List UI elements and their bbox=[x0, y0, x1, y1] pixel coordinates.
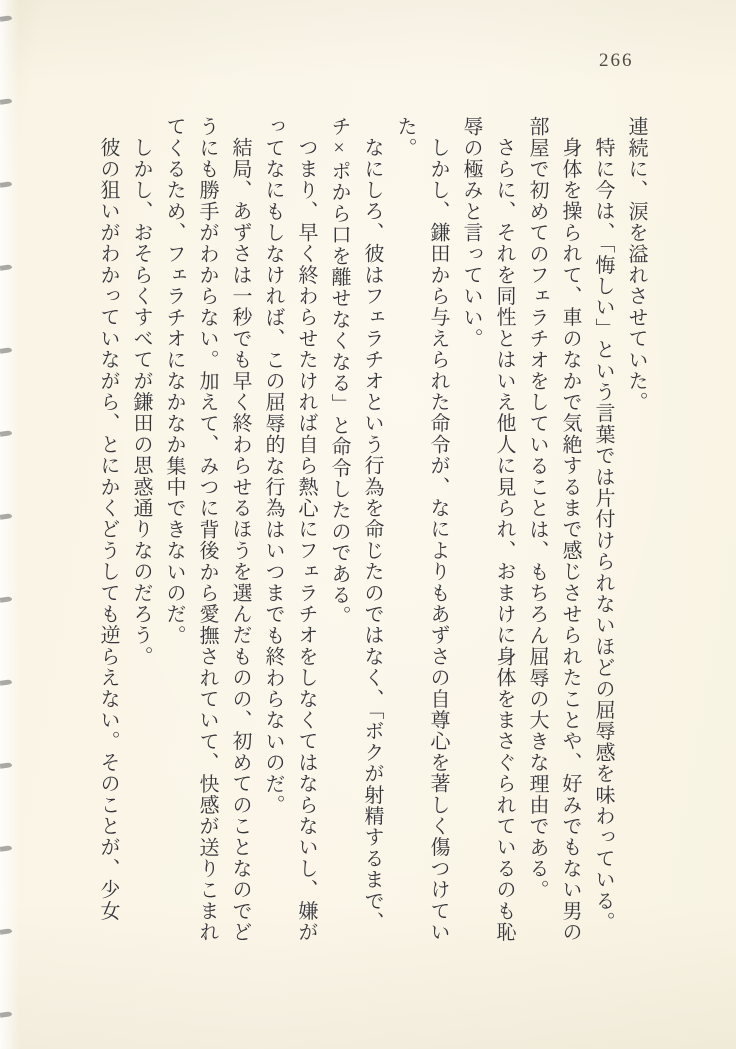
paragraph: さらに、それを同性とはいえ他人に見られ、おまけに身体をまさぐられているのも恥辱の極みと言っていい。 bbox=[460, 116, 515, 943]
paragraph: 連続に、涙を溢れさせていた。 bbox=[625, 116, 647, 413]
binding-mark bbox=[0, 762, 12, 769]
paragraph: しかし、鎌田から与えられた命令が、なによりもあずさの自尊心を著しく傷つけていた。 bbox=[394, 116, 449, 943]
paragraph: しかし、おそらくすべてが鎌田の思惑通りなのだろう。 bbox=[130, 137, 152, 667]
body-text bbox=[92, 116, 652, 948]
binding-mark bbox=[0, 1011, 12, 1018]
binding-mark bbox=[0, 679, 12, 686]
binding-mark bbox=[0, 928, 12, 935]
paragraph: 特に今は、「悔しい」という言葉では片付けられないほどの屈辱感を味わっている。 bbox=[592, 137, 614, 933]
binding-marks bbox=[0, 0, 18, 1049]
paragraph: なにしろ、彼はフェラチオという行為を命じたのではなく、「ボクが射精するまで、チ×ポから口を離せなくなる」と命令したのである。 bbox=[328, 116, 383, 933]
binding-mark bbox=[0, 181, 12, 188]
binding-mark bbox=[0, 347, 12, 354]
binding-mark bbox=[0, 430, 12, 437]
binding-mark bbox=[0, 596, 12, 603]
binding-mark bbox=[0, 264, 12, 271]
page-number: 266 bbox=[599, 50, 634, 71]
paragraph: 結局、あずさは一秒でも早く終わらせるほうを選んだものの、初めてのことなのでどうにも勝手がわからない。加えて、みつに背後から愛撫されていて、快感が送りこまれてくるため、フェラチオになかなか集中できないのだ。 bbox=[163, 116, 251, 943]
paragraph: つまり、早く終わらせたければ自ら熱心にフェラチオをしなくてはならないし、嫌がってなにもしなければ、この屈辱的な行為はいつまでも終わらないのだ。 bbox=[262, 116, 317, 943]
binding-mark bbox=[0, 845, 12, 852]
binding-mark bbox=[0, 98, 12, 105]
binding-mark bbox=[0, 513, 12, 520]
paragraph: 彼の狙いがわかっていながら、とにかくどうしても逆らえない。そのことが、少女 bbox=[97, 137, 119, 922]
paragraph: 身体を操られて、車のなかで気絶するまで感じさせられたことや、好みでもない男の部屋で初めてのフェラチオをしていることは、もちろん屈辱の大きな理由である。 bbox=[526, 116, 581, 943]
binding-mark bbox=[0, 15, 12, 22]
